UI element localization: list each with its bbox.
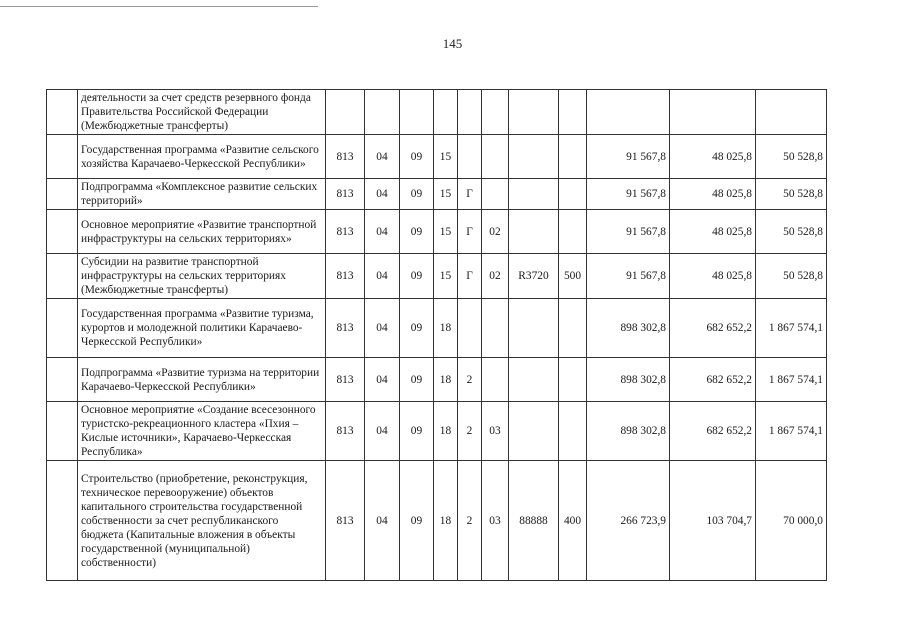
amount-year-1-cell: 266 723,9 [587, 461, 670, 581]
section-cell [365, 90, 400, 135]
row-number-cell [47, 210, 78, 254]
row-number-cell [47, 254, 78, 299]
subsection-cell: 09 [400, 358, 434, 402]
item-name-cell: Строительство (приобретение, реконструкция, техническое перевооружение) объектов капитального строительства государственной собственности за счет республиканского бюджета (Капитальные вложения в объекты государственной (муниципальной) собственности) [78, 461, 326, 581]
expense-type-cell [559, 90, 587, 135]
measure-cell: 02 [482, 254, 509, 299]
expense-direction-cell [509, 358, 559, 402]
subprogram-cell: 2 [458, 461, 482, 581]
section-cell: 04 [365, 358, 400, 402]
measure-cell [482, 299, 509, 358]
amount-year-2-cell: 682 652,2 [670, 402, 756, 461]
item-name-cell: Подпрограмма «Комплексное развитие сельских территорий» [78, 179, 326, 210]
row-number-cell [47, 299, 78, 358]
row-number-cell [47, 461, 78, 581]
amount-year-1-cell: 91 567,8 [587, 254, 670, 299]
top-scan-rule [0, 6, 318, 7]
item-name-cell: Субсидии на развитие транспортной инфраструктуры на сельских территориях (Межбюджетные трансферты) [78, 254, 326, 299]
subsection-cell: 09 [400, 210, 434, 254]
section-cell: 04 [365, 179, 400, 210]
subprogram-cell [458, 135, 482, 179]
row-number-cell [47, 179, 78, 210]
expense-direction-cell [509, 210, 559, 254]
subsection-cell: 09 [400, 179, 434, 210]
subprogram-cell [458, 299, 482, 358]
section-cell: 04 [365, 461, 400, 581]
expense-direction-cell [509, 179, 559, 210]
expense-type-cell [559, 402, 587, 461]
measure-cell [482, 179, 509, 210]
subprogram-cell: 2 [458, 402, 482, 461]
grbs-cell: 813 [326, 461, 365, 581]
program-cell: 18 [434, 402, 458, 461]
expense-type-cell [559, 299, 587, 358]
table-row [47, 461, 827, 581]
grbs-cell: 813 [326, 179, 365, 210]
amount-year-1-cell [587, 90, 670, 135]
program-cell: 15 [434, 135, 458, 179]
amount-year-3-cell: 50 528,8 [756, 179, 827, 210]
amount-year-2-cell: 48 025,8 [670, 179, 756, 210]
expense-type-cell: 400 [559, 461, 587, 581]
table-row [47, 358, 827, 402]
subprogram-cell: Г [458, 254, 482, 299]
amount-year-2-cell: 48 025,8 [670, 210, 756, 254]
grbs-cell: 813 [326, 210, 365, 254]
program-cell: 15 [434, 210, 458, 254]
expense-type-cell: 500 [559, 254, 587, 299]
amount-year-2-cell: 682 652,2 [670, 358, 756, 402]
program-cell: 18 [434, 461, 458, 581]
row-number-cell [47, 402, 78, 461]
subprogram-cell: Г [458, 179, 482, 210]
amount-year-3-cell: 1 867 574,1 [756, 299, 827, 358]
subsection-cell [400, 90, 434, 135]
program-cell: 18 [434, 299, 458, 358]
section-cell: 04 [365, 402, 400, 461]
item-name-cell: Основное мероприятие «Создание всесезонного туристско-рекреационного кластера «Пхия – Кислые источники», Карачаево-Черкесская Республика» [78, 402, 326, 461]
section-cell: 04 [365, 135, 400, 179]
measure-cell [482, 90, 509, 135]
item-name-cell: Подпрограмма «Развитие туризма на территории Карачаево-Черкесской Республики» [78, 358, 326, 402]
measure-cell: 02 [482, 210, 509, 254]
table-row [47, 402, 827, 461]
row-number-cell [47, 90, 78, 135]
expense-direction-cell [509, 402, 559, 461]
expense-type-cell [559, 135, 587, 179]
subprogram-cell: 2 [458, 358, 482, 402]
amount-year-1-cell: 898 302,8 [587, 358, 670, 402]
amount-year-3-cell [756, 90, 827, 135]
amount-year-2-cell: 48 025,8 [670, 254, 756, 299]
measure-cell: 03 [482, 461, 509, 581]
amount-year-2-cell: 682 652,2 [670, 299, 756, 358]
amount-year-1-cell: 898 302,8 [587, 402, 670, 461]
table-row [47, 299, 827, 358]
table-body [47, 90, 827, 581]
expense-direction-cell: 88888 [509, 461, 559, 581]
amount-year-1-cell: 898 302,8 [587, 299, 670, 358]
section-cell: 04 [365, 254, 400, 299]
grbs-cell [326, 90, 365, 135]
subprogram-cell: Г [458, 210, 482, 254]
expense-direction-cell [509, 135, 559, 179]
table-row [47, 254, 827, 299]
item-name-cell: Основное мероприятие «Развитие транспортной инфраструктуры на сельских территориях» [78, 210, 326, 254]
budget-table [46, 89, 827, 581]
expense-direction-cell [509, 299, 559, 358]
grbs-cell: 813 [326, 402, 365, 461]
amount-year-3-cell: 50 528,8 [756, 135, 827, 179]
grbs-cell: 813 [326, 299, 365, 358]
amount-year-1-cell: 91 567,8 [587, 179, 670, 210]
grbs-cell: 813 [326, 358, 365, 402]
measure-cell [482, 358, 509, 402]
row-number-cell [47, 358, 78, 402]
program-cell: 15 [434, 179, 458, 210]
amount-year-3-cell: 1 867 574,1 [756, 402, 827, 461]
amount-year-2-cell [670, 90, 756, 135]
subsection-cell: 09 [400, 402, 434, 461]
amount-year-3-cell: 50 528,8 [756, 254, 827, 299]
table-row [47, 135, 827, 179]
section-cell: 04 [365, 210, 400, 254]
item-name-cell: Государственная программа «Развитие туризма, курортов и молодежной политики Карачаево-Черкесской Республики» [78, 299, 326, 358]
subsection-cell: 09 [400, 299, 434, 358]
amount-year-1-cell: 91 567,8 [587, 210, 670, 254]
program-cell: 15 [434, 254, 458, 299]
amount-year-3-cell: 70 000,0 [756, 461, 827, 581]
program-cell [434, 90, 458, 135]
subsection-cell: 09 [400, 254, 434, 299]
subsection-cell: 09 [400, 461, 434, 581]
expense-type-cell [559, 210, 587, 254]
amount-year-1-cell: 91 567,8 [587, 135, 670, 179]
measure-cell [482, 135, 509, 179]
grbs-cell: 813 [326, 135, 365, 179]
expense-type-cell [559, 358, 587, 402]
item-name-cell: деятельности за счет средств резервного фонда Правительства Российской Федерации (Межбюджетные трансферты) [78, 90, 326, 135]
measure-cell: 03 [482, 402, 509, 461]
section-cell: 04 [365, 299, 400, 358]
row-number-cell [47, 135, 78, 179]
table-row [47, 210, 827, 254]
amount-year-3-cell: 1 867 574,1 [756, 358, 827, 402]
subsection-cell: 09 [400, 135, 434, 179]
amount-year-3-cell: 50 528,8 [756, 210, 827, 254]
expense-direction-cell: R3720 [509, 254, 559, 299]
subprogram-cell [458, 90, 482, 135]
page-number: 145 [442, 36, 463, 51]
amount-year-2-cell: 48 025,8 [670, 135, 756, 179]
amount-year-2-cell: 103 704,7 [670, 461, 756, 581]
program-cell: 18 [434, 358, 458, 402]
table-row [47, 90, 827, 135]
grbs-cell: 813 [326, 254, 365, 299]
item-name-cell: Государственная программа «Развитие сельского хозяйства Карачаево-Черкесской Республики» [78, 135, 326, 179]
expense-direction-cell [509, 90, 559, 135]
table-row [47, 179, 827, 210]
expense-type-cell [559, 179, 587, 210]
